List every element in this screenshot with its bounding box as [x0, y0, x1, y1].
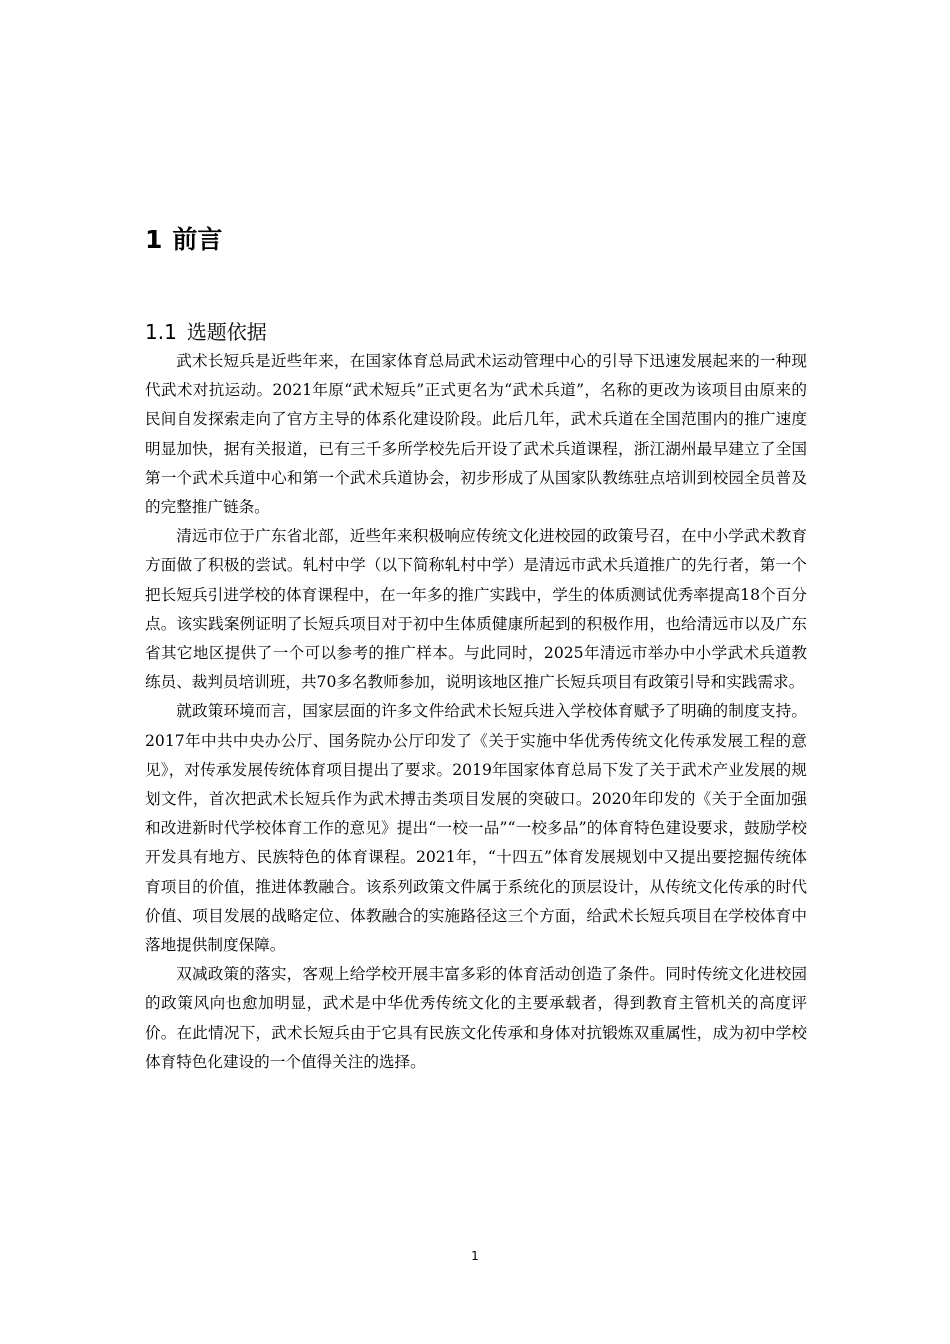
section-title: 选题依据	[186, 320, 267, 344]
page-number: 1	[471, 1249, 479, 1263]
paragraph: 清远市位于广东省北部，近些年来积极响应传统文化进校园的政策号召，在中小学武术教育方面做了积极的尝试。轧村中学（以下简称轧村中学）是清远市武术兵道推广的先行者，第一个把长短兵引进学校的体育课程中，在一年多的推广实践中，学生的体质测试优秀率提高18个百分点。该实践案例证明了长短兵项目对于初中生体质健康所起到的积极作用，也给清远市以及广东省其它地区提供了一个可以参考的推广样本。与此同时，2025年清远市举办中小学武术兵道教练员、裁判员培训班，共70多名教师参加，说明该地区推广长短兵项目有政策引导和实践需求。	[145, 527, 807, 692]
chapter-heading	[145, 222, 222, 258]
paragraph: 双减政策的落实，客观上给学校开展丰富多彩的体育活动创造了条件。同时传统文化进校园的政策风向也愈加明显，武术是中华优秀传统文化的主要承载者，得到教育主管机关的高度评价。在此情况下，武术长短兵由于它具有民族文化传承和身体对抗锻炼双重属性，成为初中学校体育特色化建设的一个值得关注的选择。	[145, 965, 807, 1071]
section-heading	[145, 317, 267, 347]
body-text	[145, 347, 807, 1077]
section-number: 1.1	[145, 320, 177, 344]
chapter-number: 1	[145, 225, 163, 254]
paragraph: 就政策环境而言，国家层面的许多文件给武术长短兵进入学校体育赋予了明确的制度支持。2017年中共中央办公厅、国务院办公厅印发了《关于实施中华优秀传统文化传承发展工程的意见》，对传承发展传统体育项目提出了要求。2019年国家体育总局下发了关于武术产业发展的规划文件，首次把武术长短兵作为武术搏击类项目发展的突破口。2020年印发的《关于全面加强和改进新时代学校体育工作的意见》提出“一校一品”“一校多品”的体育特色建设要求，鼓励学校开发具有地方、民族特色的体育课程。2021年，“十四五”体育发展规划中又提出要挖掘传统体育项目的价值，推进体教融合。该系列政策文件属于系统化的顶层设计，从传统文化传承的时代价值、项目发展的战略定位、体教融合的实施路径这三个方面，给武术长短兵项目在学校体育中落地提供制度保障。	[145, 702, 807, 955]
paragraph: 武术长短兵是近些年来，在国家体育总局武术运动管理中心的引导下迅速发展起来的一种现代武术对抗运动。2021年原“武术短兵”正式更名为“武术兵道”，名称的更改为该项目由原来的民间自发探索走向了官方主导的体系化建设阶段。此后几年，武术兵道在全国范围内的推广速度明显加快，据有关报道，已有三千多所学校先后开设了武术兵道课程，浙江湖州最早建立了全国第一个武术兵道中心和第一个武术兵道协会，初步形成了从国家队教练驻点培训到校园全员普及的完整推广链条。	[145, 352, 807, 517]
chapter-title: 前言	[172, 225, 223, 254]
